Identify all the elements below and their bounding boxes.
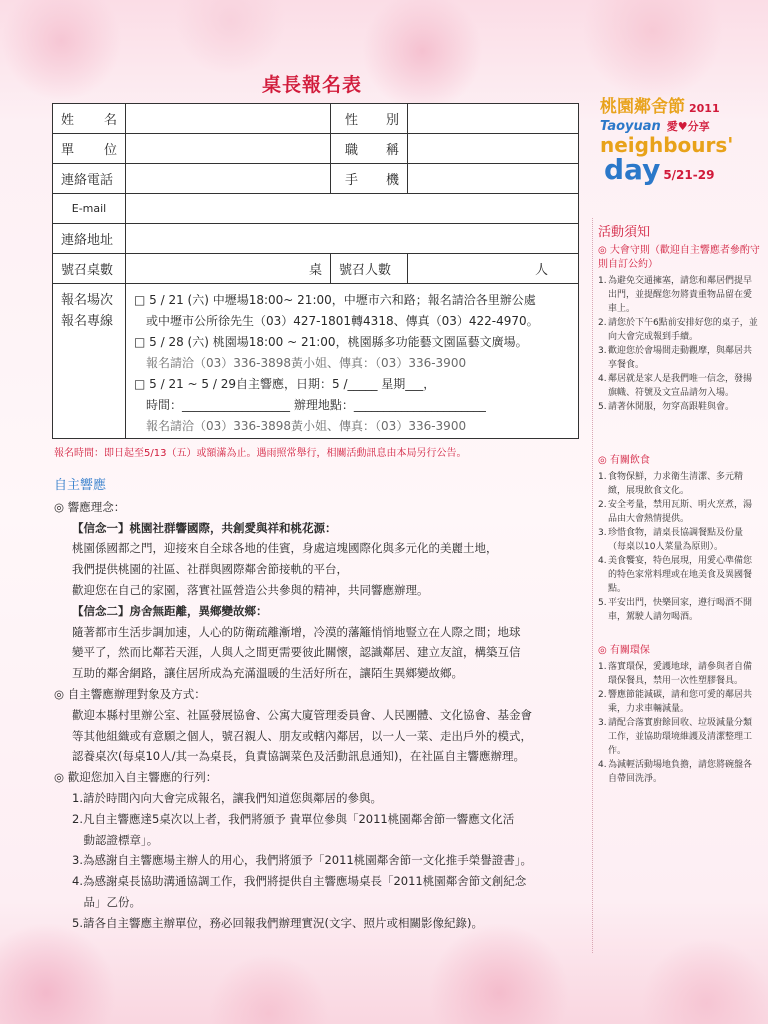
- join-item: 動認證標章」。: [72, 832, 159, 847]
- food-item: 5. 平安出門，快樂回家，遵行喝酒不開車，駕駛人請勿喝酒。: [598, 598, 753, 622]
- venue-label: 報名場次 報名專線: [53, 284, 126, 439]
- join-item: 1.請於時間內向大會完成報名，讓我們知道您與鄰居的參與。: [72, 790, 382, 805]
- tables-field[interactable]: [126, 254, 331, 284]
- belief2-title: 【信念二】房舍無距離，異鄉變故鄉：: [72, 603, 268, 618]
- rule-item: 4. 鄰居就是家人是我們唯一信念，發揚旗幟、符號及文宣品請勿入場。: [598, 374, 753, 398]
- people-field[interactable]: [408, 254, 579, 284]
- venue-detail-taoyuan: 報名請洽（03）336-3898黃小姐、傳真：（03）336-3900: [134, 356, 467, 370]
- join-heading: ◎ 歡迎您加入自主響應的行列：: [54, 770, 218, 785]
- unit-field[interactable]: [126, 134, 331, 164]
- registration-note: 報名時間：即日起至5/13（五）或額滿為止。遇雨照常舉行，相關活動訊息由本局另行公告。: [54, 448, 467, 459]
- join-item: 4.為感謝桌長協助溝通協調工作，我們將提供自主響應場桌長「2011桃園鄰舍節文創紀念: [72, 874, 527, 889]
- belief1-line: 我們提供桃園的社區、社群與國際鄰舍節接軌的平台，: [72, 562, 348, 577]
- logo-day: day: [604, 153, 661, 186]
- food-item: 3. 珍惜食物，請桌長協調餐點及份量（每桌以10人菜量為原則）。: [598, 528, 744, 552]
- concept-heading: ◎ 響應理念：: [54, 499, 126, 514]
- join-item: 2.凡自主響應達5桌次以上者，我們將頒予 貴單位參與「2011桃園鄰舍節一響應文化活: [72, 811, 515, 826]
- food-item: 4. 美食饗宴，特色展現，用愛心準備您的特色家常料理或在地美食及異國餐點。: [598, 556, 753, 594]
- logo-title: 桃園鄰舍節: [600, 97, 685, 117]
- belief1-line: 歡迎您在自己的家園，落實社區營造公共參與的精神，共同響應辦理。: [72, 582, 429, 597]
- rule-item: 2. 請您於下午6點前安排好您的桌子，並向大會完成報到手續。: [598, 318, 758, 342]
- email-label: E-mail: [53, 194, 126, 224]
- logo-neighbours: neighbours': [600, 133, 734, 157]
- join-item: 5.請各自主響應主辦單位，務必回報我們辦理實況(文字、照片或相關影像紀錄)。: [72, 915, 483, 930]
- venue-option-self[interactable]: □ 5 / 21 ~ 5 / 29自主響應，日期：5 /_____ 星期___，: [134, 377, 436, 391]
- belief1-title: 【信念一】桃園社群響國際，共創愛與祥和桃花源：: [72, 520, 337, 535]
- form-title: 桌長報名表: [262, 74, 363, 96]
- venue-options[interactable]: [126, 284, 579, 439]
- mobile-label: 手 機: [331, 164, 408, 194]
- join-item: 品」乙份。: [72, 894, 141, 909]
- event-logo: [600, 92, 760, 188]
- address-label: 連絡地址: [53, 224, 126, 254]
- email-field[interactable]: [126, 194, 579, 224]
- venue-detail-zhongli: 或中壢市公所徐先生（03）427-1801轉4318、傳真（03）422-4970。: [134, 314, 539, 328]
- tables-unit: 桌: [308, 263, 322, 278]
- belief2-line: 變平了，然而比鄰若天涯，人與人之間更需要彼此關懷，認識鄰居、建立友誼，構築互信: [72, 645, 521, 660]
- venue-time-place[interactable]: 時間：__________________ 辦理地點：______________________: [134, 398, 486, 412]
- food-item: 1. 食物保鮮，力求衛生清潔、多元精緻，展現飲食文化。: [598, 472, 744, 496]
- venue-detail-self: 報名請洽（03）336-3898黃小姐、傳真：（03）336-3900: [134, 419, 467, 433]
- mobile-field[interactable]: [408, 164, 579, 194]
- address-field[interactable]: [126, 224, 579, 254]
- env-item: 2. 響應節能減碳，請和您可愛的鄰居共乘，力求車輛減量。: [598, 690, 753, 714]
- people-label: 號召人數: [331, 254, 408, 284]
- self-response-section: [54, 476, 589, 934]
- tables-label: 號召桌數: [53, 254, 126, 284]
- belief2-line: 隨著都市生活步調加速，人心的防衛疏離漸增，冷漠的藩籬悄悄地豎立在人際之間；地球: [72, 624, 521, 639]
- rule-item: 5. 請著休閒服，勿穿高跟鞋與會。: [598, 402, 735, 412]
- target-heading: ◎ 自主響應辦理對象及方式：: [54, 686, 206, 701]
- job-field[interactable]: [408, 134, 579, 164]
- env-item: 4. 為減輕活動場地負擔，請您將碗盤各自帶回洗淨。: [598, 760, 753, 784]
- env-heading: ◎ 有關環保: [598, 645, 650, 656]
- rule-item: 1. 為避免交通擁塞，請您和鄰居們提早出門，並提醒您勿將貴重物品留在愛車上。: [598, 276, 753, 314]
- logo-dates: 5/21-29: [663, 168, 715, 182]
- env-item: 3. 請配合落實廚餘回收、垃圾減量分類工作，並協助環境維護及清潔整理工作。: [598, 718, 753, 756]
- rule-item: 3. 歡迎您於會場間走動觀摩，與鄰居共享餐食。: [598, 346, 753, 370]
- food-item: 2. 安全考量，禁用瓦斯、明火烹煮，湯品由大會熱情提供。: [598, 500, 753, 524]
- column-divider: [592, 218, 594, 953]
- section-heading: 自主響應: [54, 478, 107, 493]
- belief1-line: 桃園係國都之門，迎接來自全球各地的佳賓，身處這塊國際化與多元化的美麗土地，: [72, 541, 498, 556]
- food-heading: ◎ 有關飲食: [598, 455, 650, 466]
- people-unit: 人: [534, 263, 548, 278]
- logo-year: 2011: [689, 102, 720, 115]
- gender-label: 性 別: [331, 104, 408, 134]
- belief2-line: 互助的鄰舍網路，讓住居所成為充滿溫暖的生活好所在，讓陌生異鄉變故鄉。: [72, 666, 463, 681]
- gender-field[interactable]: [408, 104, 579, 134]
- logo-taoyuan: Taoyuan: [600, 119, 661, 134]
- venue-option-zhongli[interactable]: □ 5 / 21 (六) 中壢場18:00~ 21:00，中壢市六和路；報名請洽各里辦公處: [134, 293, 536, 307]
- target-line: 等其他組織或有意願之個人，號召親人、朋友或轄內鄰居，以一人一菜、走出戶外的模式，: [72, 728, 532, 743]
- target-line: 歡迎本縣村里辦公室、社區發展協會、公寓大廈管理委員會、人民團體、文化協會、基金會: [72, 707, 532, 722]
- name-field[interactable]: [126, 104, 331, 134]
- name-label: 姓 名: [53, 104, 126, 134]
- unit-label: 單 位: [53, 134, 126, 164]
- env-item: 1. 落實環保，愛護地球，請參與者自備環保餐具，禁用一次性塑膠餐具。: [598, 662, 753, 686]
- rules-heading: ◎ 大會守則（歡迎自主響應者參酌守則自訂公約）: [598, 245, 760, 270]
- phone-field[interactable]: [126, 164, 331, 194]
- venue-option-taoyuan[interactable]: □ 5 / 28 (六) 桃園場18:00 ~ 21:00，桃園縣多功能藝文園區藝文廣場。: [134, 335, 528, 349]
- sidebar-heading: 活動須知: [598, 225, 651, 240]
- job-label: 職 稱: [331, 134, 408, 164]
- logo-slogan: 愛♥分享: [666, 120, 710, 133]
- phone-label: 連絡電話: [53, 164, 126, 194]
- registration-form: [52, 103, 579, 439]
- event-notes-sidebar: [598, 226, 760, 786]
- join-item: 3.為感謝自主響應場主辦人的用心，我們將頒予「2011桃園鄰舍節一文化推手榮譽證書」。: [72, 853, 532, 868]
- target-line: 認養桌次(每桌10人/其一為桌長，負責協調菜色及活動訊息通知)，在社區自主響應辦理。: [72, 749, 525, 764]
